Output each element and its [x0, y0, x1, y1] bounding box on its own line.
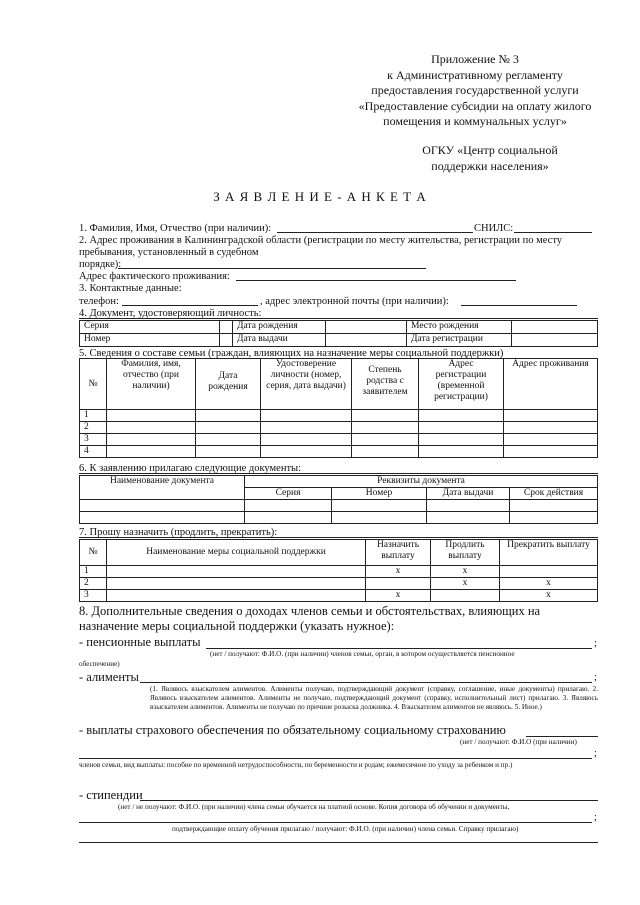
id-series-value[interactable] [220, 321, 233, 334]
pension-label: - пенсионные выплаты [79, 635, 201, 649]
family-cell[interactable] [504, 434, 598, 446]
sec8-line1: 8. Дополнительные сведения о доходах членов семьи и обстоятельствах, влияющих на [79, 604, 541, 618]
stipend-field-2[interactable] [79, 822, 592, 823]
pension-semicolon: ; [594, 638, 597, 649]
docs-cell[interactable] [245, 500, 332, 512]
id-regdate-value[interactable] [512, 334, 598, 347]
family-cell[interactable] [261, 410, 352, 422]
sec1-label: 1. Фамилия, Имя, Отчество (при наличии): [79, 223, 272, 234]
appendix-line: предоставления государственной услуги [371, 83, 579, 97]
fio-field[interactable] [277, 232, 473, 233]
family-cell[interactable] [352, 422, 419, 434]
family-cell[interactable] [196, 422, 261, 434]
family-col-regaddr: Адрес регистрации (временной регистрации) [419, 359, 504, 410]
sec8-line2: назначение меры социальной поддержки (указать нужное): [79, 619, 395, 633]
appendix-line: Приложение № 3 [431, 52, 519, 66]
measures-mark-extend[interactable] [431, 590, 500, 602]
stipend-semicolon: ; [594, 812, 597, 823]
measures-row-num: 1 [80, 566, 107, 578]
insurance-note-2: членов семьи, вид выплаты: пособие по временной нетрудоспособности, по беременности и родам; ежемесячное по уходу за ребенком и пр.) [79, 761, 513, 769]
actual-address-field[interactable] [236, 280, 516, 281]
id-birthplace-label: Место рождения [407, 321, 512, 334]
family-row-num: 4 [80, 446, 107, 458]
sec3-label: 3. Контактные данные: [79, 283, 182, 294]
family-cell[interactable] [352, 410, 419, 422]
appendix-line: «Предоставление субсидии на оплату жилого [358, 98, 592, 113]
family-cell[interactable] [107, 446, 196, 458]
sec6-rule [79, 473, 598, 474]
docs-cell[interactable] [427, 512, 510, 524]
snils-label: СНИЛС: [474, 223, 514, 234]
family-row-num: 2 [80, 422, 107, 434]
measures-cell[interactable] [107, 566, 366, 578]
measures-mark-assign[interactable] [366, 578, 431, 590]
family-cell[interactable] [419, 410, 504, 422]
stipend-note-2: подтверждающие оплату обучения прилагаю / получают: Ф.И.О. (при наличии) члена семьи. Справку прилагаю) [172, 825, 519, 833]
docs-cell[interactable] [80, 500, 245, 512]
sec7-rule [79, 537, 598, 538]
family-col-relation: Степень родства с заявителем [352, 359, 419, 410]
family-col-name: Фамилия, имя, отчество (при наличии) [107, 359, 196, 410]
id-series-label: Серия [80, 321, 220, 334]
measures-mark-stop[interactable]: x [500, 590, 598, 602]
family-cell[interactable] [419, 446, 504, 458]
family-cell[interactable] [504, 410, 598, 422]
pension-field[interactable] [206, 648, 592, 649]
documents-table [79, 475, 598, 524]
family-cell[interactable] [504, 422, 598, 434]
family-col-id: Удостоверение личности (номер, серия, дата выдачи) [261, 359, 352, 410]
org-line: поддержки населения» [431, 158, 549, 173]
measures-mark-assign[interactable]: x [366, 590, 431, 602]
family-cell[interactable] [261, 422, 352, 434]
family-cell[interactable] [196, 434, 261, 446]
actual-address-label: Адрес фактического проживания: [79, 271, 230, 282]
id-birthdate-label: Дата рождения [233, 321, 326, 334]
email-label: , адрес электронной почты (при наличии): [260, 296, 449, 307]
measures-col-assign: Назначить выплату [366, 540, 431, 566]
sec2-line1: 2. Адрес проживания в Калининградской области (регистрации по месту жительства, регистрации по месту [79, 235, 563, 246]
id-issuedate-value[interactable] [326, 334, 407, 347]
id-document-table [79, 320, 598, 347]
family-cell[interactable] [352, 434, 419, 446]
docs-cell[interactable] [245, 512, 332, 524]
phone-field[interactable] [122, 305, 258, 306]
org-line: ОГКУ «Центр социальной [422, 143, 558, 157]
measures-table [79, 539, 598, 602]
family-cell[interactable] [107, 422, 196, 434]
measures-mark-stop[interactable] [500, 566, 598, 578]
sec7-label: 7. Прошу назначить (продлить, прекратить): [79, 527, 278, 538]
measures-row-num: 2 [80, 578, 107, 590]
stipend-label: - стипендии [79, 788, 143, 802]
snils-field[interactable] [514, 232, 592, 233]
measures-cell[interactable] [107, 590, 366, 602]
docs-cell[interactable] [427, 500, 510, 512]
id-number-label: Номер [80, 334, 220, 347]
pension-note-1: (нет / получают: Ф.И.О. (при наличии) членов семьи, орган, в котором осуществляется пенсионное [210, 650, 515, 658]
sec6-label: 6. К заявлению прилагаю следующие документы: [79, 463, 302, 474]
family-cell[interactable] [261, 434, 352, 446]
stipend-field[interactable] [140, 800, 598, 801]
sec2-line2: пребывания, установленный в судебном [79, 247, 259, 258]
pension-note-2: обеспечение) [79, 660, 120, 668]
family-row-num: 3 [80, 434, 107, 446]
address-field[interactable] [118, 268, 426, 269]
org-block [400, 143, 580, 174]
family-col-addr: Адрес проживания [504, 359, 598, 410]
email-field[interactable] [461, 305, 577, 306]
id-birthdate-value[interactable] [326, 321, 407, 334]
measures-mark-assign[interactable]: x [366, 566, 431, 578]
measures-mark-extend[interactable]: x [431, 578, 500, 590]
family-cell[interactable] [504, 446, 598, 458]
docs-cell[interactable] [80, 512, 245, 524]
appendix-line: помещения и коммунальных услуг» [383, 114, 567, 128]
sec4-label: 4. Документ, удостоверяющий личность: [79, 308, 262, 319]
family-cell[interactable] [107, 410, 196, 422]
docs-col-requisites: Реквизиты документа [245, 476, 598, 488]
alimony-semicolon: ; [594, 672, 597, 683]
id-birthplace-value[interactable] [512, 321, 598, 334]
insurance-field-2[interactable] [79, 758, 592, 759]
family-cell[interactable] [196, 446, 261, 458]
alimony-label: - алименты [79, 670, 139, 684]
family-cell[interactable] [419, 422, 504, 434]
id-issuedate-label: Дата выдачи [233, 334, 326, 347]
measures-col-num: № [80, 540, 107, 566]
sec2-line3: порядке): [79, 259, 122, 270]
measures-cell[interactable] [107, 578, 366, 590]
measures-mark-extend[interactable]: x [431, 566, 500, 578]
insurance-semicolon: ; [594, 748, 597, 759]
insurance-label: - выплаты страхового обеспечения по обязательному социальному страхованию [79, 723, 506, 737]
family-col-num: № [80, 359, 107, 410]
alimony-field[interactable] [140, 682, 592, 683]
alimony-note: (1. Являюсь взыскателем алиментов. Алименты получаю, подтверждающий документ (справку, соглашение, иные документы) прилагаю. 2. Являюсь взыскателем алиментов. Алименты не получаю, подтверждающий документ (справку, исполнительный лист) прилагаю. 3. Являюсь взыскателем алиментов. Алименты не получаю по причине розыска должника. 4. Взыскателем алиментов не являюсь. 5. Иное.) [150, 685, 598, 711]
measures-row-num: 3 [80, 590, 107, 602]
docs-col-validity: Срок действия [510, 488, 598, 500]
stipend-note-1: (нет / не получают: Ф.И.О. (при наличии) члена семьи обучается на платной основе. Копия договора об обучении и документы, [118, 803, 510, 811]
insurance-field[interactable] [526, 736, 598, 737]
insurance-note-1: (нет / получают: Ф.И.О (при наличии) [460, 738, 577, 746]
docs-cell[interactable] [332, 512, 427, 524]
docs-cell[interactable] [510, 512, 598, 524]
page-title: З А Я В Л Е Н И Е - А Н К Е Т А [213, 189, 427, 204]
family-cell[interactable] [352, 446, 419, 458]
family-cell[interactable] [107, 434, 196, 446]
id-regdate-label: Дата регистрации [407, 334, 512, 347]
bottom-rule [79, 842, 598, 843]
family-cell[interactable] [419, 434, 504, 446]
docs-col-number: Номер [332, 488, 427, 500]
measures-col-name: Наименование меры социальной поддержки [107, 540, 366, 566]
appendix-line: к Административному регламенту [387, 67, 563, 82]
family-cell[interactable] [196, 410, 261, 422]
measures-col-stop: Прекратить выплату [500, 540, 598, 566]
family-row-num: 1 [80, 410, 107, 422]
docs-cell[interactable] [332, 500, 427, 512]
docs-col-name: Наименование документа [80, 476, 245, 500]
appendix-block [330, 52, 620, 130]
id-number-value[interactable] [220, 334, 233, 347]
measures-col-extend: Продлить выплату [431, 540, 500, 566]
family-table [79, 358, 598, 458]
measures-mark-stop[interactable]: x [500, 578, 598, 590]
sec5-label: 5. Сведения о составе семьи (граждан, влияющих на назначение меры социальной поддержки) [79, 348, 504, 359]
sec4-rule [79, 318, 598, 319]
docs-col-issued: Дата выдачи [427, 488, 510, 500]
family-cell[interactable] [261, 446, 352, 458]
family-col-birth: Дата рождения [196, 359, 261, 410]
docs-cell[interactable] [510, 500, 598, 512]
docs-col-series: Серия [245, 488, 332, 500]
phone-label: телефон: [79, 296, 119, 307]
